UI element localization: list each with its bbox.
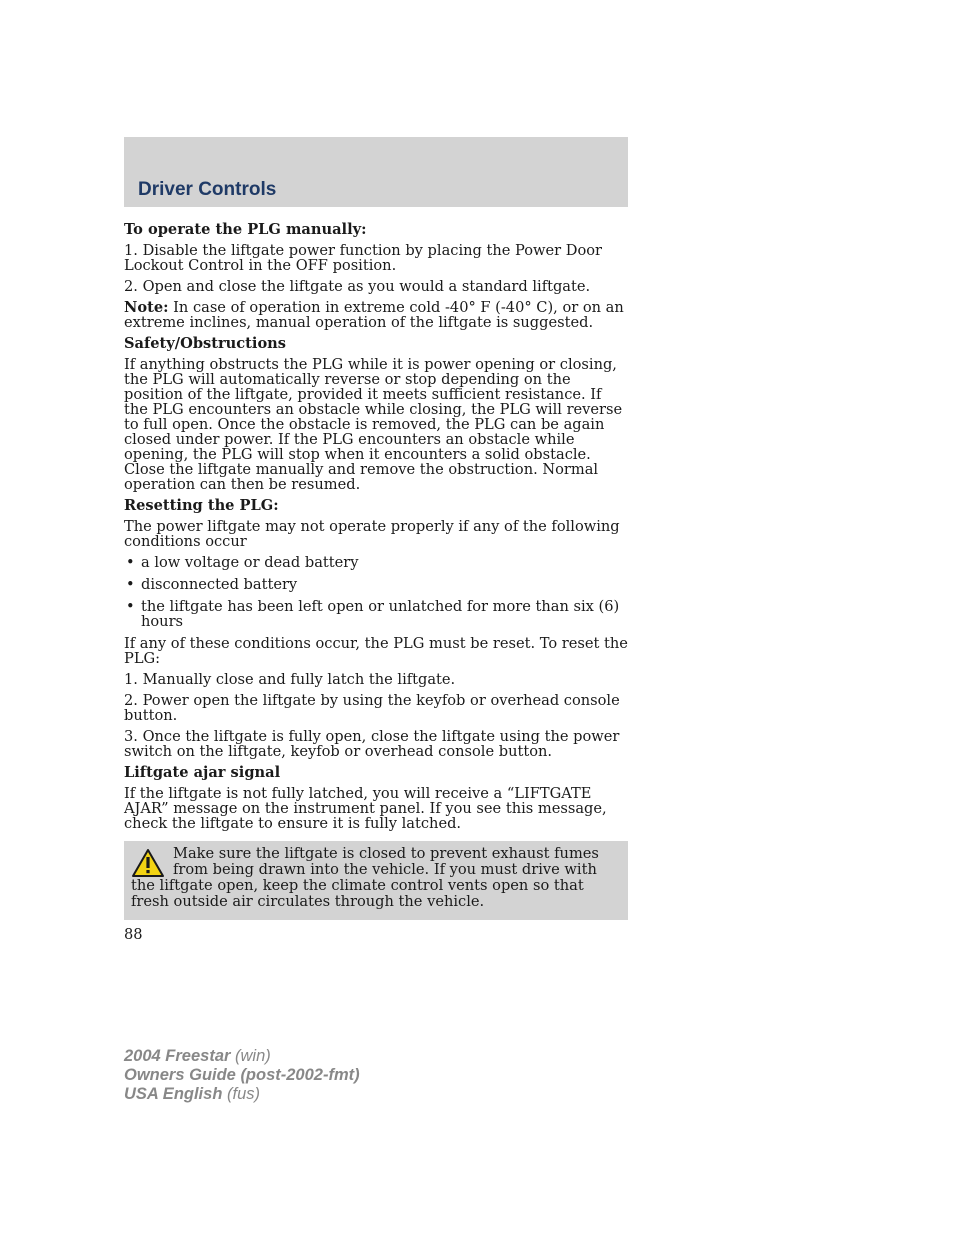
note-label: Note: (124, 299, 169, 316)
safety-body: If anything obstructs the PLG while it is power opening or closing, the PLG will automatically reverse or stop depending on the position of the liftgate, provided it meets sufficient resistance. If the PLG encounters an obstacle while closing, the PLG will reverse to full open. Once the obstacle is removed, the PLG can be again closed under power. If the PLG encounters an obstacle while opening, the PLG will stop when it encounters a solid obstacle. Close the liftgate manually and remove the obstruction. Normal operation can then be resumed. (124, 356, 623, 493)
footer-language-code: (fus) (222, 1085, 260, 1103)
manual-operation-heading: To operate the PLG manually: (124, 221, 367, 238)
footer-model: 2004 Freestar (124, 1047, 231, 1065)
page-number: 88 (124, 926, 143, 943)
footer-guide: Owners Guide (post-2002-fmt) (124, 1066, 360, 1084)
document-footer (124, 1047, 360, 1104)
footer-line-1 (124, 1047, 360, 1066)
list-item (124, 577, 628, 592)
warning-triangle-icon (131, 848, 165, 878)
reset-conditions-list (124, 555, 628, 629)
footer-language: USA English (124, 1085, 223, 1103)
reset-heading: Resetting the PLG: (124, 497, 279, 514)
footer-line-2 (124, 1066, 360, 1085)
footer-model-code: (win) (230, 1047, 271, 1065)
section-header-band (124, 137, 628, 207)
safety-heading: Safety/Obstructions (124, 335, 287, 352)
manual-note (124, 300, 628, 330)
warning-text: Make sure the liftgate is closed to prevent exhaust fumes from being drawn into the vehicle. If you must drive with the liftgate open, keep the climate control vents open so that fresh outside air circulates through the vehicle. (131, 845, 599, 910)
ajar-heading: Liftgate ajar signal (124, 764, 281, 781)
reset-after: If any of these conditions occur, the PLG must be reset. To reset the PLG: (124, 635, 628, 667)
reset-step-2: 2. Power open the liftgate by using the keyfob or overhead console button. (124, 692, 620, 724)
note-text: In case of operation in extreme cold -40° F (-40° C), or on an extreme inclines, manual operation of the liftgate is suggested. (124, 299, 624, 331)
reset-step-1: 1. Manually close and fully latch the liftgate. (124, 671, 456, 688)
list-item-text: a low voltage or dead battery (141, 554, 359, 571)
footer-line-3 (124, 1085, 360, 1104)
list-item (124, 555, 628, 570)
bullet-icon: • (126, 576, 135, 593)
bullet-icon: • (126, 598, 135, 615)
page-content (124, 222, 628, 920)
ajar-body: If the liftgate is not fully latched, you will receive a “LIFTGATE AJAR” message on the instrument panel. If you see this message, check the liftgate to ensure it is fully latched. (124, 785, 607, 832)
list-item-text: disconnected battery (141, 576, 298, 593)
warning-box (124, 841, 628, 920)
reset-step-3: 3. Once the liftgate is fully open, close the liftgate using the power switch on the liftgate, keyfob or overhead console button. (124, 728, 620, 760)
reset-intro: The power liftgate may not operate properly if any of the following conditions occur (124, 518, 620, 550)
bullet-icon: • (126, 554, 135, 571)
section-title: Driver Controls (138, 179, 277, 200)
manual-step-2: 2. Open and close the liftgate as you would a standard liftgate. (124, 278, 591, 295)
list-item-text: the liftgate has been left open or unlatched for more than six (6) hours (141, 598, 620, 630)
manual-step-1: 1. Disable the liftgate power function by placing the Power Door Lockout Control in the OFF position. (124, 242, 603, 274)
list-item (124, 599, 628, 629)
